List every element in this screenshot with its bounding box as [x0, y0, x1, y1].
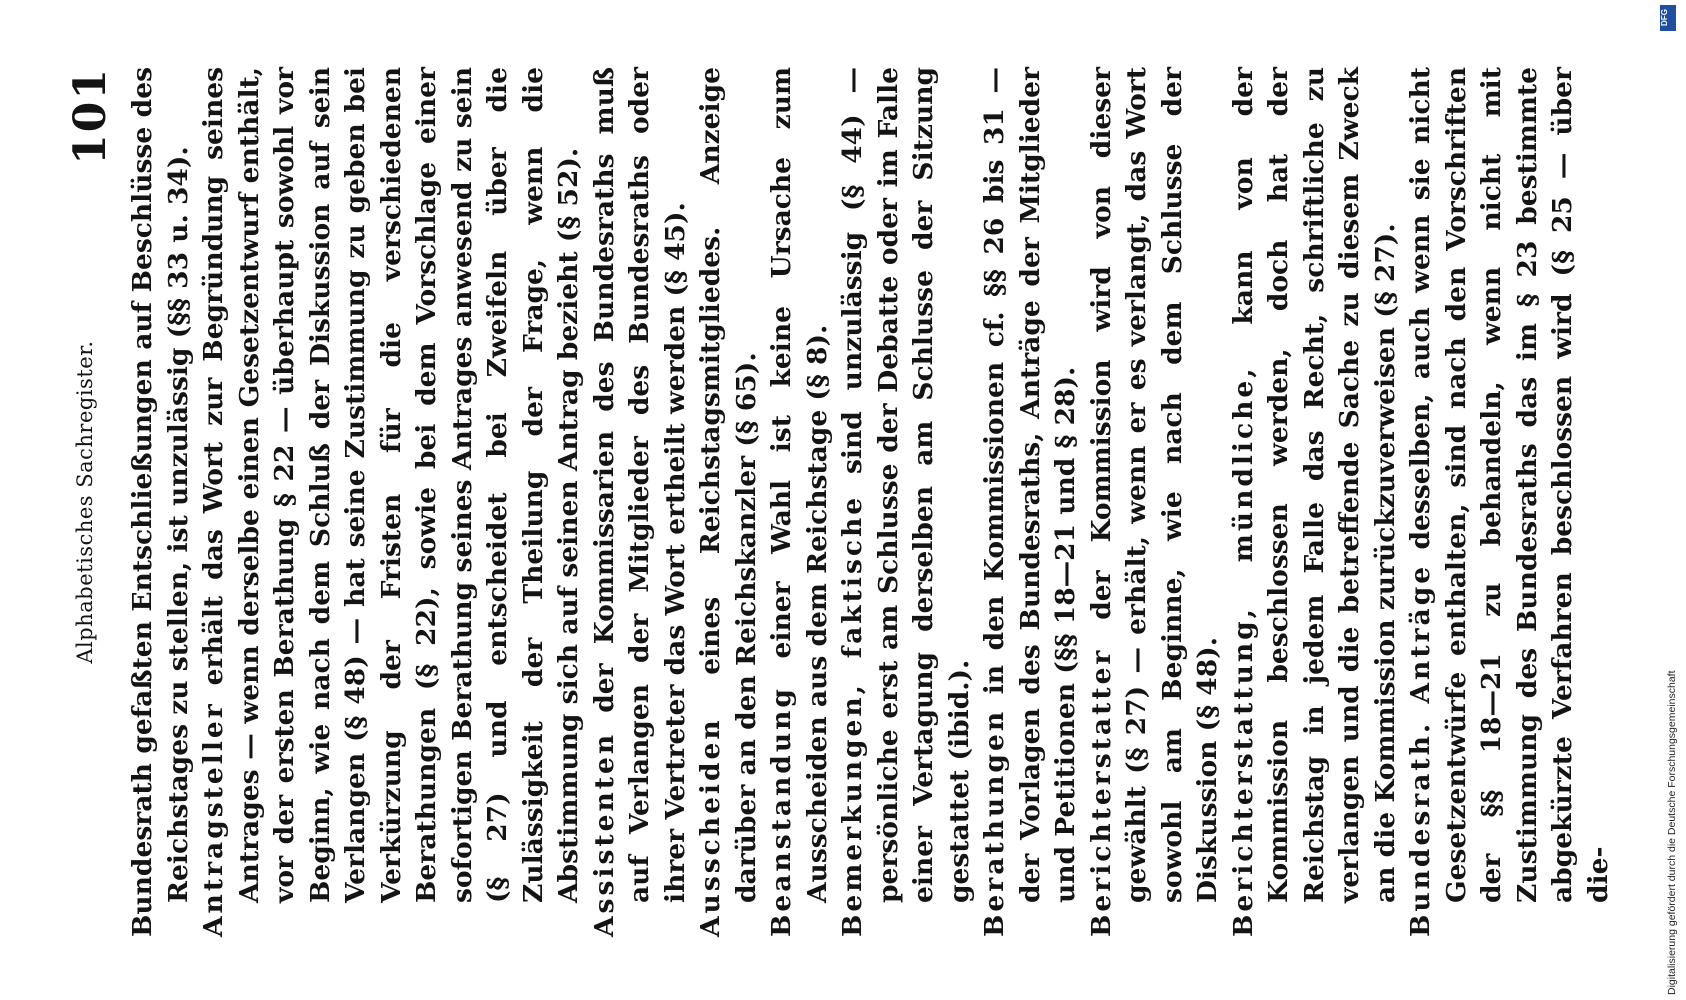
index-entry — [1403, 67, 1616, 937]
entry-term: Bundesrath. Anträge — [1405, 563, 1436, 937]
dfg-logo-icon — [1660, 5, 1676, 31]
entry-text: kann von der Kommission beschlossen werden, doch hat der Reichstag in jedem Falle das Recht, schriftliche zu verlangen und die betreffende Sache zu diesem Zweck an die Kommission zurückzuverweisen (§ 27). — [1227, 67, 1401, 903]
index-entry — [196, 67, 587, 937]
entry-term: Antragsteller — [198, 701, 229, 937]
digitization-note — [1665, 0, 1685, 995]
entry-text: der Kommission wird von dieser gewählt (§ 27) — erhält, wenn er es verlangt, das Wort sowohl am Beginne, wie nach dem Schlusse der Diskussion (§ 48). — [1085, 66, 1223, 903]
entry-text: der Kommissarien des Bundesraths muß auf Verlangen der Mitglieder des Bundesraths oder ihrer Vertreter das Wort ertheilt werden (§ 45). — [588, 67, 691, 903]
running-title: Alphabetisches Sachregister. — [73, 340, 97, 664]
entry-term: Ausscheiden — [695, 717, 726, 937]
index-entry — [835, 67, 977, 937]
index-entry — [1226, 67, 1404, 937]
entry-term: Berathungen — [979, 708, 1010, 937]
index-entries — [125, 67, 1616, 937]
page-header — [65, 67, 125, 937]
entry-term: Berichterstattung, mündliche, — [1227, 365, 1259, 937]
index-entry — [977, 67, 1084, 937]
index-entry — [764, 67, 835, 937]
page-number: 101 — [65, 67, 116, 165]
entry-term: Berichterstatter — [1085, 647, 1117, 937]
dfg-badge-label: DFG — [1659, 9, 1669, 26]
entry-term: Bemerkungen, faktische — [837, 494, 868, 937]
entry-term: Assistenten — [588, 731, 620, 937]
entry-text: sind unzulässig (§ 44) — persönliche erst am Schlusse der Debatte oder im Falle einer Vertagung derselben am Schlusse der Sitzung gestattet (ibid.). — [837, 67, 975, 903]
entry-term: Beanstandung — [766, 686, 797, 937]
rotated-page-content — [65, 66, 1614, 937]
index-entry — [693, 67, 764, 937]
entry-text: eines Reichstagsmitgliedes. Anzeige darüber an den Reichskanzler (§ 65). — [695, 67, 762, 903]
index-entry — [587, 67, 694, 937]
index-entry — [125, 67, 196, 937]
digitization-note-text: Digitalisierung gefördert durch die Deutsche Forschungsgemeinschaft — [1666, 670, 1678, 995]
entry-text: einer Wahl ist keine Ursache zum Ausscheiden aus dem Reichstage (§ 8). — [766, 67, 833, 903]
entry-text: erhält das Wort zur Begründung seines Antrages — wenn derselbe einen Gesetzentwurf enthält, vor der ersten Berathung § 22 — überhaupt sowohl vor Beginn, wie nach dem Schluß der Diskussion auf sein Verlangen (§ 48) — hat seine Zustimmung zu geben bei Verkürzung der Fristen für die verschiedenen Berathungen (§ 22), sowie bei dem Vorschlage einer sofortigen Berathung seines Antrages anwesend zu sein (§ 27) und entscheidet bei Zweifeln über die Zulässigkeit der Theilung der Frage, wenn die Abstimmung sich auf seinen Antrag bezieht (§ 52). — [198, 67, 584, 903]
index-entry — [1084, 67, 1226, 937]
entry-text: desselben, auch wenn sie nicht Gesetzentwürfe enthalten, sind nach den Vorschriften der §§ 18—21 zu behandeln, wenn nicht mit Zustimmung des Bundesraths das im § 23 bestimmte abgekürzte Verfahren beschlossen wird (§ 25 — über die- — [1405, 67, 1614, 903]
entry-text: in den Kommissionen cf. §§ 26 bis 31 — der Vorlagen des Bundesraths, Anträge der Mitglieder und Petitionen (§§ 18—21 und § 28). — [979, 67, 1081, 903]
entry-text: Bundesrath gefaßten Entschließungen auf Beschlüsse des Reichstages zu stellen, ist unzulässig (§§ 33 u. 34). — [127, 67, 194, 937]
